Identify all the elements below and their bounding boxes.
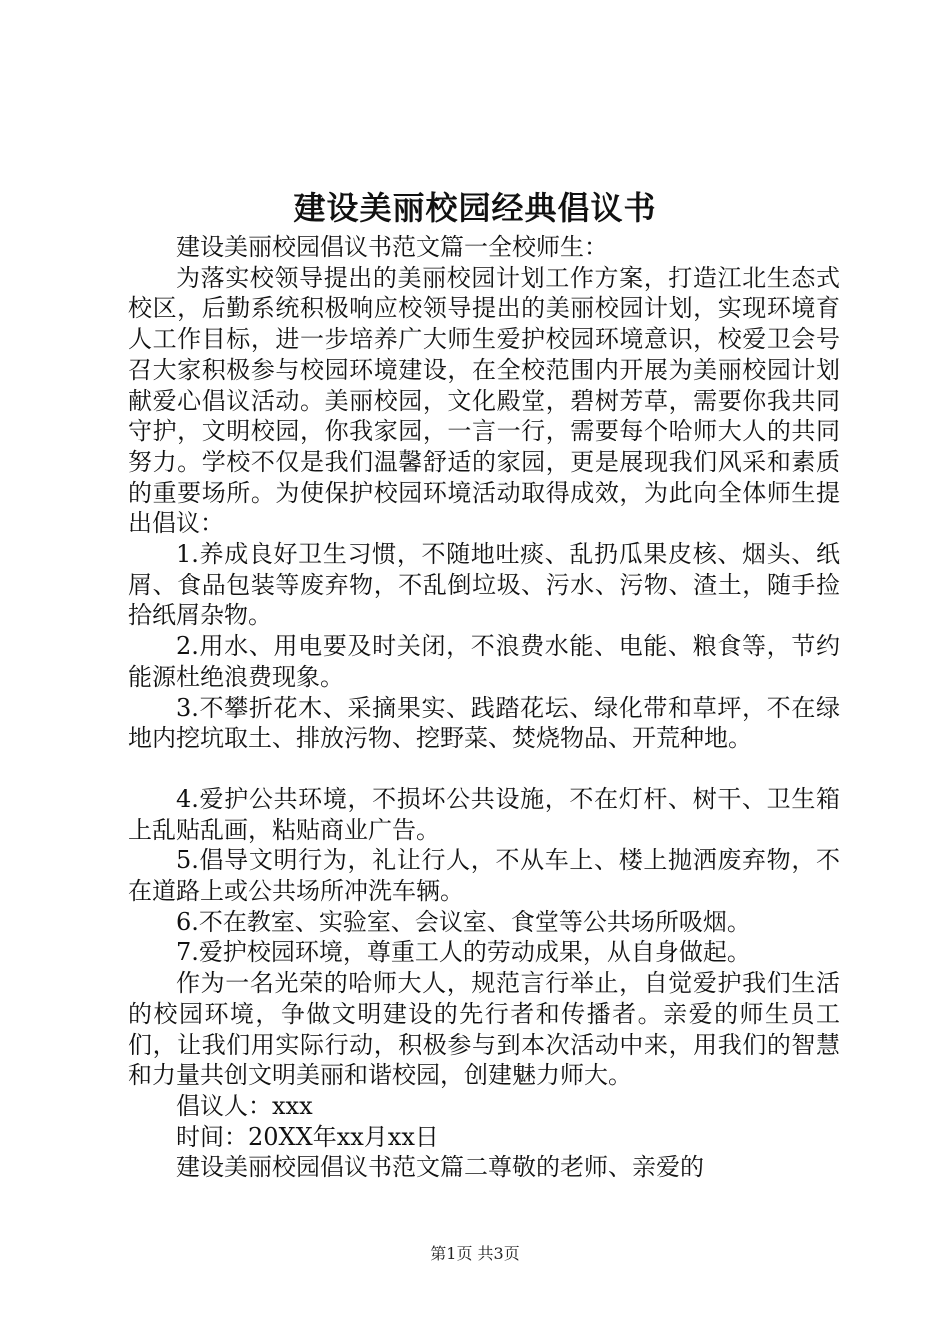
proposal-item-1: 1.养成良好卫生习惯，不随地吐痰、乱扔瓜果皮核、烟头、纸屑、食品包装等废弃物，不乱倒垃圾、污水、污物、渣土，随手捡拾纸屑杂物。 [128,540,840,630]
document-title: 建设美丽校园经典倡议书 [293,189,657,227]
proposal-item-3: 3.不攀折花木、采摘果实、践踏花坛、绿化带和草坪，不在绿地内挖坑取土、排放污物、挖野菜、焚烧物品、开荒种地。 [128,693,840,753]
intro-paragraph: 为落实校领导提出的美丽校园计划工作方案，打造江北生态式校区，后勤系统积极响应校领导提出的美丽校园计划，实现环境育人工作目标，进一步培养广大师生爱护校园环境意识，校爱卫会号召大家积极参与校园环境建设，在全校范围内开展为美丽校园计划献爱心倡议活动。美丽校园，文化殿堂，碧树芳草，需要你我共同守护，文明校园，你我家园，一言一行，需要每个哈师大人的共同努力。学校不仅是我们温馨舒适的家园，更是展现我们风采和素质的重要场所。为使保护校园环境活动取得成效，为此向全体师生提出倡议： [128,263,840,538]
proposal-item-5: 5.倡导文明行为，礼让行人，不从车上、楼上抛洒废弃物，不在道路上或公共场所冲洗车辆。 [128,846,840,906]
greeting-paragraph: 建设美丽校园倡议书范文篇一全校师生： [176,233,608,261]
proposal-item-2: 2.用水、用电要及时关闭，不浪费水能、电能、粮食等，节约能源杜绝浪费现象。 [128,632,840,691]
signer-line: 倡议人：xxx [176,1091,313,1120]
closing-paragraph: 作为一名光荣的哈师大人，规范言行举止，自觉爱护我们生活的校园环境，争做文明建设的先行者和传播者。亲爱的师生员工们，让我们用实际行动，积极参与到本次活动中来，用我们的智慧和力量共创文明美丽和谐校园，创建魅力师大。 [128,969,840,1090]
second-sample-heading: 建设美丽校园倡议书范文篇二尊敬的老师、亲爱的 [176,1153,704,1182]
date-line: 时间：20XX年xx月xx日 [176,1122,439,1151]
proposal-item-4: 4.爱护公共环境，不损坏公共设施，不在灯杆、树干、卫生箱上乱贴乱画，粘贴商业广告。 [128,784,840,844]
page-number: 第1页 共3页 [430,1244,520,1263]
document-body [128,232,840,1183]
proposal-item-7: 7.爱护校园环境，尊重工人的劳动成果，从自身做起。 [176,938,751,967]
proposal-item-6: 6.不在教室、实验室、会议室、食堂等公共场所吸烟。 [176,907,751,936]
